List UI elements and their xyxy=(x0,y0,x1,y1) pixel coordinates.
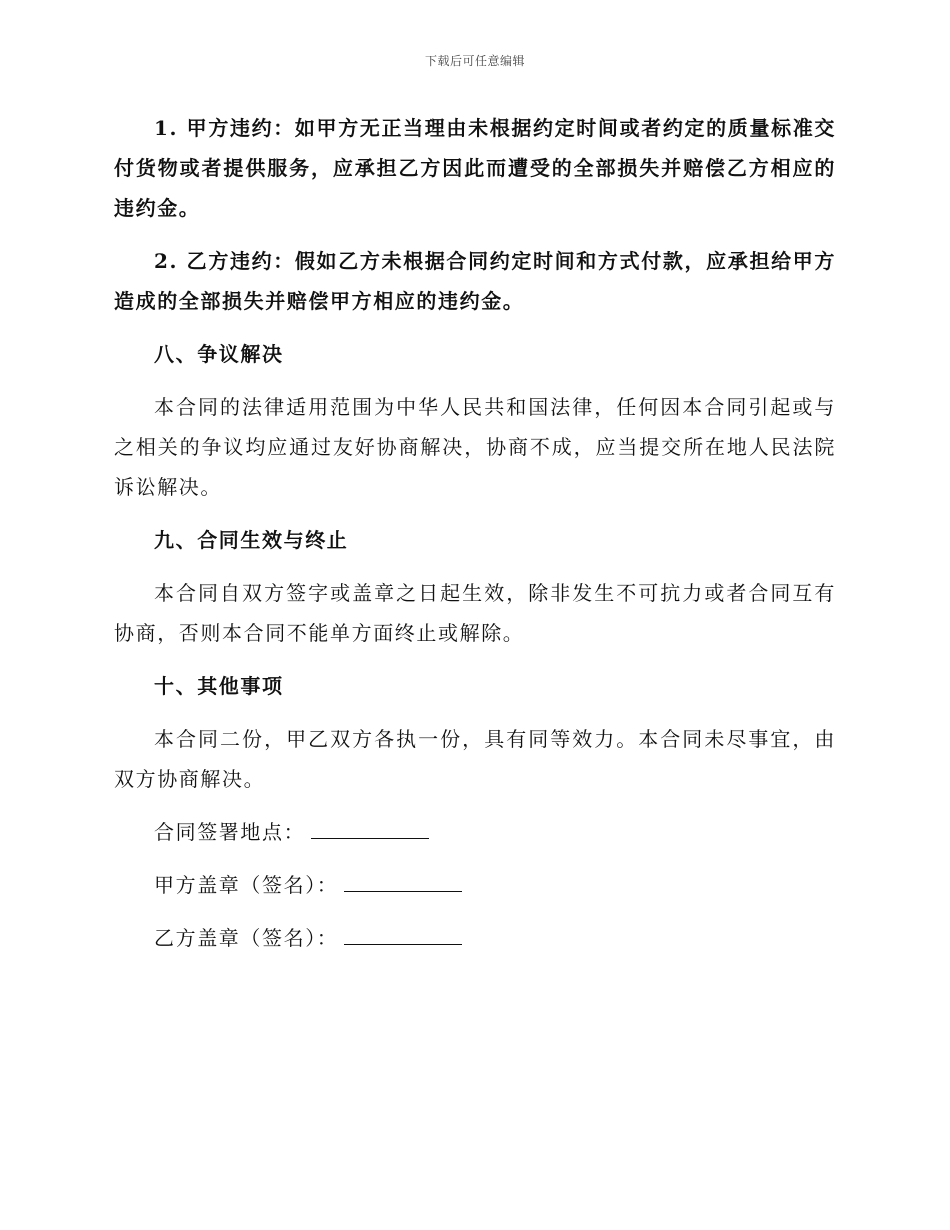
party-a-seal-blank[interactable] xyxy=(344,867,462,892)
page-header: 下载后可任意编辑 xyxy=(424,54,525,68)
party-b-seal-label: 乙方盖章（签名）： xyxy=(154,926,339,950)
section-body-other-matters: 本合同二份，甲乙双方各执一份，具有同等效力。本合同未尽事宜，由双方协商解决。 xyxy=(114,727,836,791)
signing-place-label: 合同签署地点： xyxy=(154,820,306,844)
document-body xyxy=(114,108,836,958)
section-heading-other-matters: 十、其他事项 xyxy=(154,674,284,698)
signing-place-blank[interactable] xyxy=(311,814,429,839)
signing-place-line xyxy=(114,812,836,852)
party-a-seal-line xyxy=(114,865,836,905)
section-heading-effect-termination: 九、合同生效与终止 xyxy=(154,528,349,552)
section-heading-dispute: 八、争议解决 xyxy=(154,342,284,366)
party-a-seal-label: 甲方盖章（签名）： xyxy=(154,873,339,897)
clause-party-b-breach: 2. 乙方违约：假如乙方未根据合同约定时间和方式付款，应承担给甲方造成的全部损失并赔偿甲方相应的违约金。 xyxy=(114,249,836,313)
section-body-dispute: 本合同的法律适用范围为中华人民共和国法律，任何因本合同引起或与之相关的争议均应通过友好协商解决，协商不成，应当提交所在地人民法院诉讼解决。 xyxy=(114,395,836,499)
party-b-seal-blank[interactable] xyxy=(344,920,462,945)
clause-party-a-breach: 1. 甲方违约：如甲方无正当理由未根据约定时间或者约定的质量标准交付货物或者提供服务，应承担乙方因此而遭受的全部损失并赔偿乙方相应的违约金。 xyxy=(114,116,836,220)
party-b-seal-line xyxy=(114,918,836,958)
section-body-effect-termination: 本合同自双方签字或盖章之日起生效，除非发生不可抗力或者合同互有协商，否则本合同不能单方面终止或解除。 xyxy=(114,581,836,645)
